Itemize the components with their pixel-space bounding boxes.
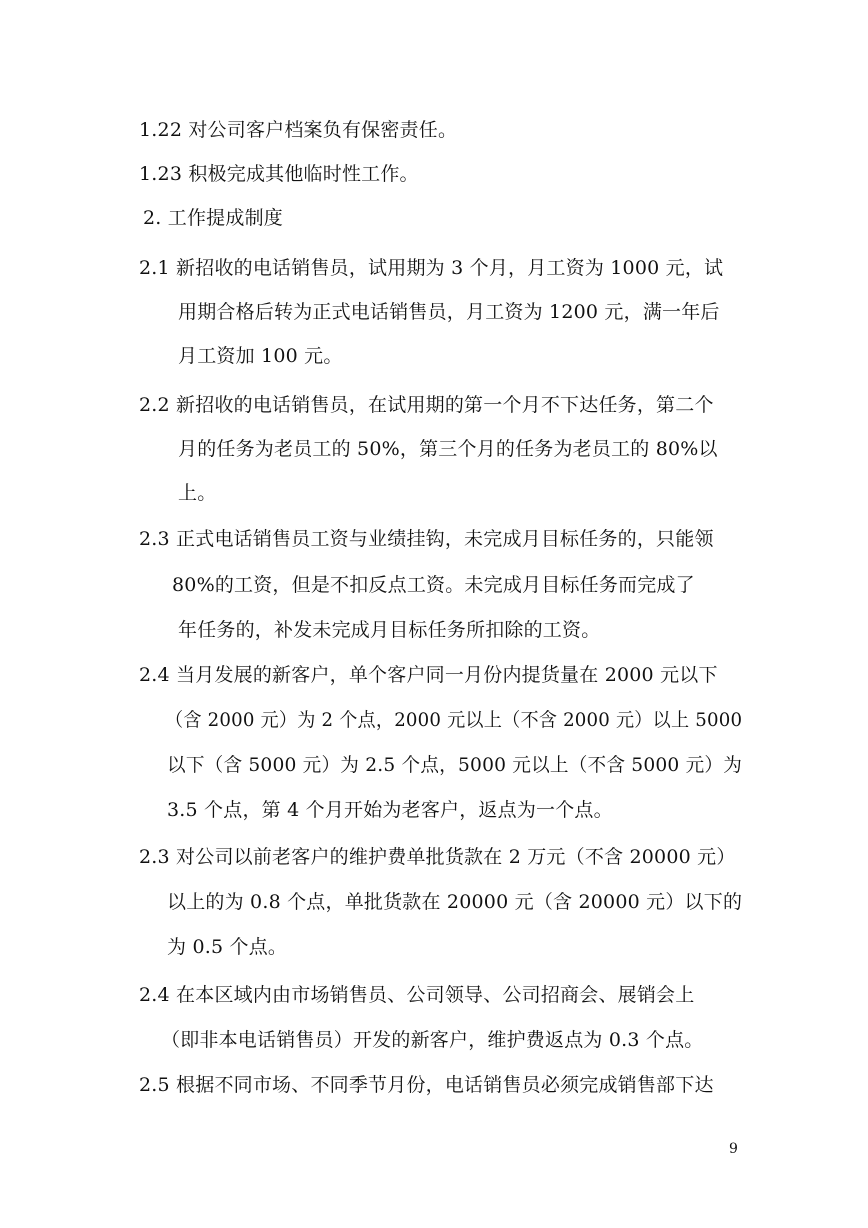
page-number: 9 (729, 1141, 738, 1157)
clause-2-1-line-1: 2.1 新招收的电话销售员，试用期为 3 个月，月工资为 1000 元，试 (139, 257, 724, 279)
clause-2-2-line-2: 月的任务为老员工的 50%，第三个月的任务为老员工的 80%以 (178, 438, 718, 460)
clause-1-23: 1.23 积极完成其他临时性工作。 (139, 163, 419, 185)
clause-2-4-line-4: 3.5 个点，第 4 个月开始为老客户，返点为一个点。 (167, 799, 613, 821)
clause-2-5-line-1: 2.5 根据不同市场、不同季节月份，电话销售员必须完成销售部下达 (139, 1074, 714, 1096)
clause-2-3b-line-3: 为 0.5 个点。 (167, 936, 288, 958)
clause-2-3-line-2: 80%的工资，但是不扣反点工资。未完成月目标任务而完成了 (172, 574, 695, 596)
clause-2-3-line-1: 2.3 正式电话销售员工资与业绩挂钩，未完成月目标任务的，只能领 (139, 528, 714, 550)
clause-2-4-line-3: 以下（含 5000 元）为 2.5 个点，5000 元以上（不含 5000 元）为 (167, 754, 743, 776)
clause-2-3b-line-2: 以上的为 0.8 个点，单批货款在 20000 元（含 20000 元）以下的 (167, 891, 743, 913)
clause-2-3b-line-1: 2.3 对公司以前老客户的维护费单批货款在 2 万元（不含 20000 元） (139, 846, 736, 868)
clause-2-1-line-2: 用期合格后转为正式电话销售员，月工资为 1200 元，满一年后 (178, 301, 720, 323)
section-heading: 2. 工作提成制度 (143, 207, 283, 229)
clause-2-4-line-1: 2.4 当月发展的新客户，单个客户同一月份内提货量在 2000 元以下 (139, 664, 718, 686)
clause-2-2-line-1: 2.2 新招收的电话销售员，在试用期的第一个月不下达任务，第二个 (139, 394, 714, 416)
clause-2-4b-line-2: （即非本电话销售员）开发的新客户，维护费返点为 0.3 个点。 (161, 1029, 704, 1051)
clause-2-1-line-3: 月工资加 100 元。 (178, 345, 343, 367)
clause-2-4-line-2: （含 2000 元）为 2 个点，2000 元以上（不含 2000 元）以上 5000 (165, 709, 743, 731)
clause-2-2-line-3: 上。 (178, 482, 217, 504)
clause-1-22: 1.22 对公司客户档案负有保密责任。 (139, 119, 458, 141)
clause-2-4b-line-1: 2.4 在本区域内由市场销售员、公司领导、公司招商会、展销会上 (139, 984, 695, 1006)
clause-2-3-line-3: 年任务的，补发未完成月目标任务所扣除的工资。 (178, 619, 601, 641)
